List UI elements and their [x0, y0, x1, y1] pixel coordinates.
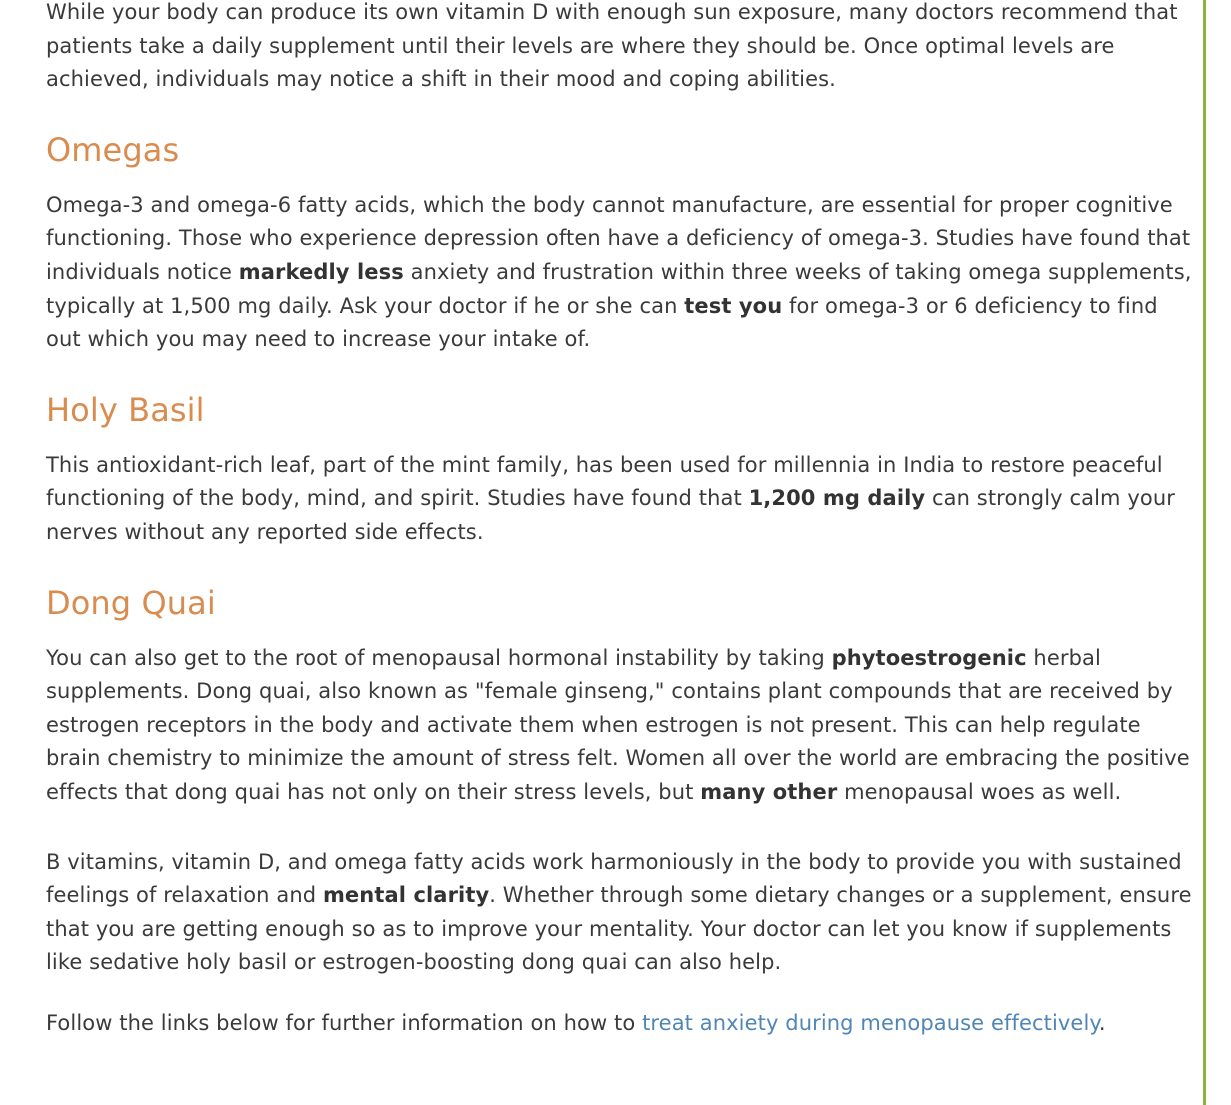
- holy-basil-heading: Holy Basil: [46, 390, 205, 429]
- holy-basil-text-1: This antioxidant-rich leaf, part of the mint family, has been used for millennia in India to restore peaceful functioning of the body, mind, and spirit. Studies have found that: [46, 452, 1163, 511]
- omegas-paragraph: [46, 189, 1196, 357]
- vitamin-d-paragraph: While your body can produce its own vitamin D with enough sun exposure, many doctors recommend that patients take a daily supplement until their levels are where they should be. Once optimal levels are achieved, individuals may notice a shift in their mood and coping abilities.: [46, 0, 1178, 92]
- summary-text-2: . Whether through some dietary changes or a supplement, ensure that you are getting enough so as to improve your mentality. Your doctor can let you know if supplements like sedative holy basil or estrogen-boosting dong quai can also help.: [46, 883, 1192, 975]
- dong-quai-bold-many-other: many other: [700, 779, 838, 804]
- holy-basil-bold-dose: 1,200 mg daily: [748, 486, 926, 511]
- holy-basil-paragraph: [46, 449, 1196, 550]
- dong-quai-text-3: menopausal woes as well.: [837, 779, 1122, 804]
- follow-text-2: .: [1098, 1010, 1106, 1035]
- summary-bold-mental-clarity: mental clarity: [322, 883, 490, 908]
- treat-anxiety-link[interactable]: treat anxiety during menopause effectively: [642, 1010, 1099, 1035]
- omegas-text-1: Omega-3 and omega-6 fatty acids, which the body cannot manufacture, are essential for proper cognitive functioning. Those who experience depression often have a deficiency of omega-3. Studies have found that individuals notice: [46, 192, 1191, 284]
- omegas-text-2: anxiety and frustration within three weeks of taking omega supplements, typically at 1,500 mg daily. Ask your doctor if he or she can: [46, 259, 1192, 318]
- omegas-heading: Omegas: [46, 130, 180, 169]
- dong-quai-heading: Dong Quai: [46, 583, 216, 622]
- omegas-bold-markedly-less: markedly less: [238, 259, 404, 284]
- article-body: [46, 0, 1196, 1040]
- content-border: [1203, 0, 1206, 1105]
- dong-quai-text-1: You can also get to the root of menopausal hormonal instability by taking: [46, 645, 832, 670]
- summary-paragraph: [46, 846, 1196, 980]
- follow-text-1: Follow the links below for further information on how to: [46, 1010, 643, 1035]
- omegas-bold-test-you: test you: [684, 293, 783, 318]
- holy-basil-text-2: can strongly calm your nerves without any reported side effects.: [46, 486, 1175, 544]
- dong-quai-paragraph: [46, 642, 1196, 810]
- dong-quai-bold-phytoestrogenic: phytoestrogenic: [831, 645, 1027, 670]
- omegas-text-3: for omega-3 or 6 deficiency to find out which you may need to increase your intake of.: [46, 293, 1158, 352]
- summary-text-1: B vitamins, vitamin D, and omega fatty acids work harmoniously in the body to provide you with sustained feelings of relaxation and: [46, 849, 1182, 908]
- dong-quai-text-2: herbal supplements. Dong quai, also known as "female ginseng," contains plant compounds that are received by estrogen receptors in the body and activate them when estrogen is not present. This can help regulate brain chemistry to minimize the amount of stress felt. Women all over the world are embracing the positive effects that dong quai has not only on their stress levels, but: [46, 645, 1190, 804]
- follow-links-paragraph: [46, 1007, 1196, 1041]
